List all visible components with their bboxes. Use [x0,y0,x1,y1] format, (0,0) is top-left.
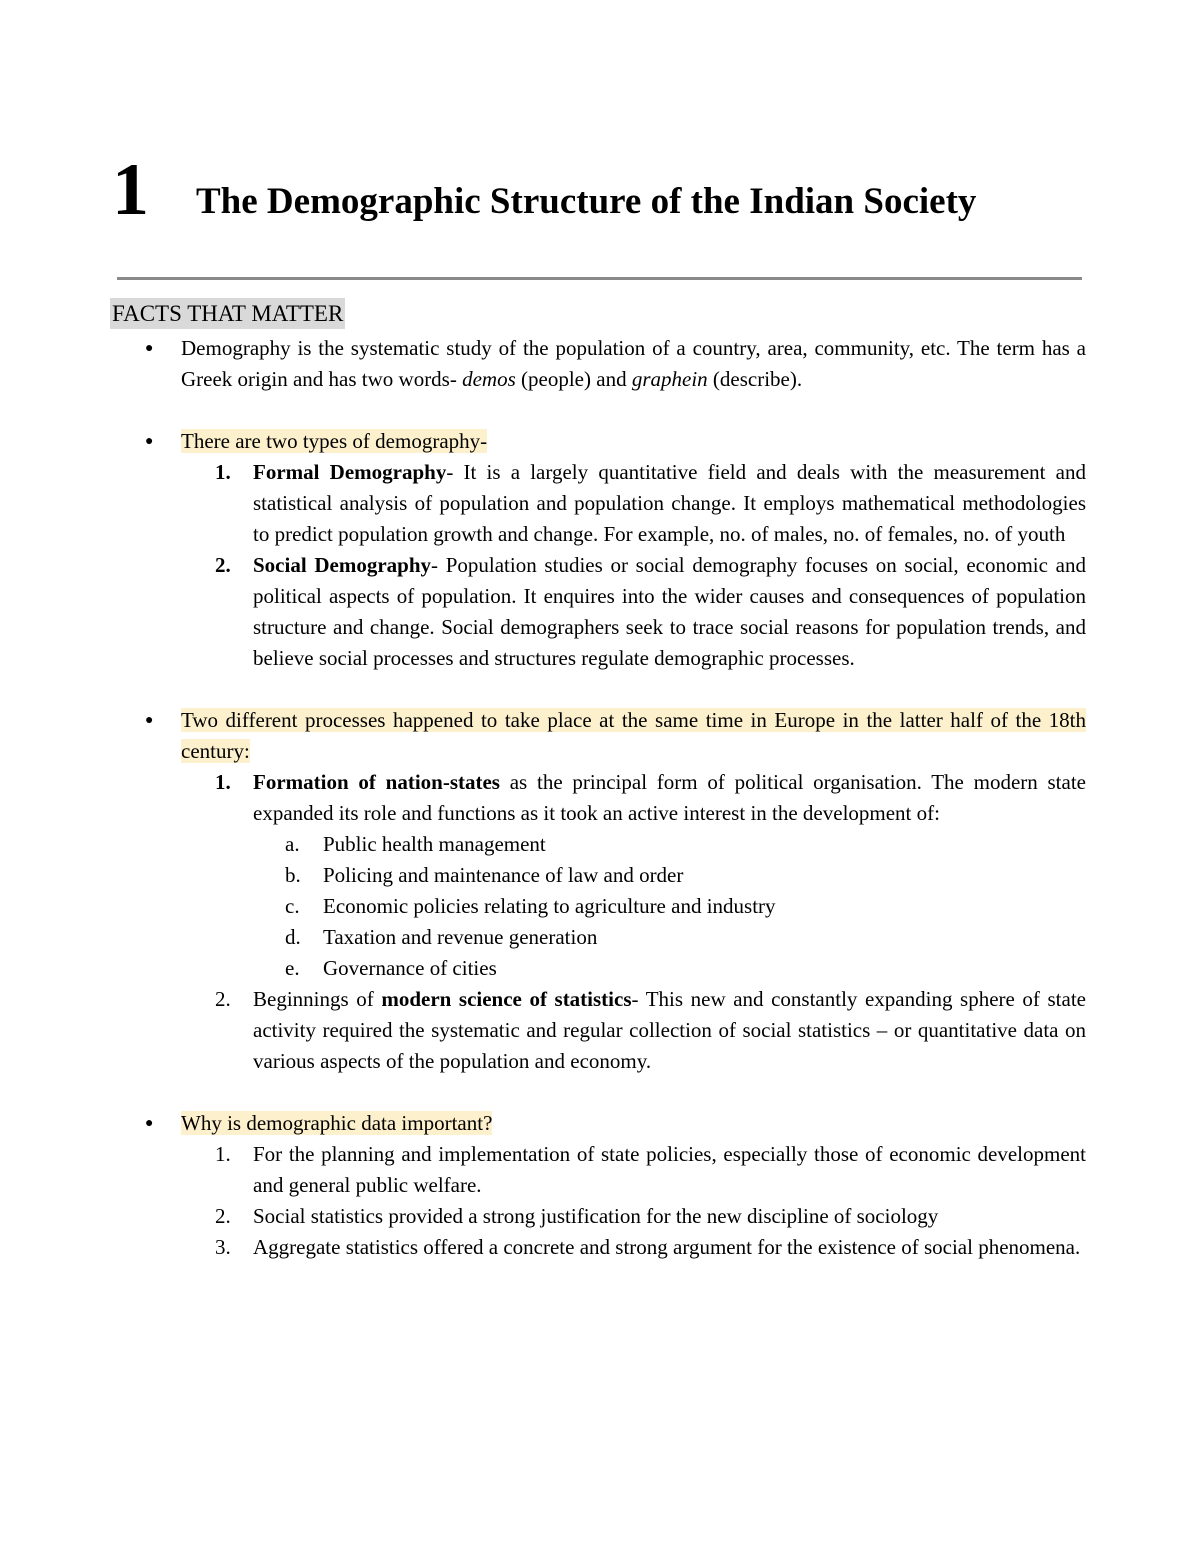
sub-list-item: d. Taxation and revenue generation [285,925,598,949]
list-item: 1. For the planning and implementation of state policies, especially those of economic development and general public welfare. [215,1142,1086,1197]
sub-list-item: b. Policing and maintenance of law and order [285,863,684,887]
list-item: 2. Social statistics provided a strong justification for the new discipline of sociology [215,1204,939,1228]
bullet-why-demographic-data: ● Why is demographic data important? [181,1108,1086,1139]
title-divider [117,277,1082,280]
list-item-modern-statistics: 2. Beginnings of modern science of statistics- This new and constantly expanding sphere of state activity required the systematic and regular collection of social statistics – or quantitative data on various aspects of the population and economy. [215,987,1086,1073]
bullet-demography-definition: ● Demography is the systematic study of the population of a country, area, community, etc. The term has a Greek origin and has two words- demos (people) and graphein (describe). [181,333,1086,395]
bullet-dot-icon: ● [145,341,154,356]
list-item-social-demography: 2. Social Demography- Population studies or social demography focuses on social, economic and political aspects of population. It enquires into the wider causes and consequences of population structure and change. Social demographers seek to trace social reasons for population trends, and believe social processes and structures regulate demographic processes. [215,553,1086,670]
sub-list-item: a. Public health management [285,832,546,856]
list-item-nation-states: 1. Formation of nation-states as the principal form of political organisation. The modern state expanded its role and functions as it took an active interest in the development of: [215,770,1086,825]
chapter-title: The Demographic Structure of the Indian Society [196,181,977,222]
sub-list-item: c. Economic policies relating to agriculture and industry [285,894,776,918]
bullet-dot-icon: ● [145,1116,154,1131]
chapter-number: 1 [112,149,149,231]
bullet-types-of-demography: ● There are two types of demography- [181,426,1086,457]
list-item: 3. Aggregate statistics offered a concrete and strong argument for the existence of social phenomena. [215,1235,1081,1259]
bullet-european-processes: ● Two different processes happened to take place at the same time in Europe in the latter half of the 18th century: [181,705,1086,767]
bullet-dot-icon: ● [145,713,154,728]
sub-list-item: e. Governance of cities [285,956,497,980]
facts-content [0,333,1200,1263]
list-item-formal-demography: 1. Formal Demography- It is a largely quantitative field and deals with the measurement and statistical analysis of population and population change. It employs mathematical methodologies to predict population growth and change. For example, no. of males, no. of females, no. of youth [215,460,1086,546]
bullet-dot-icon: ● [145,434,154,449]
section-heading: FACTS THAT MATTER [110,298,345,329]
